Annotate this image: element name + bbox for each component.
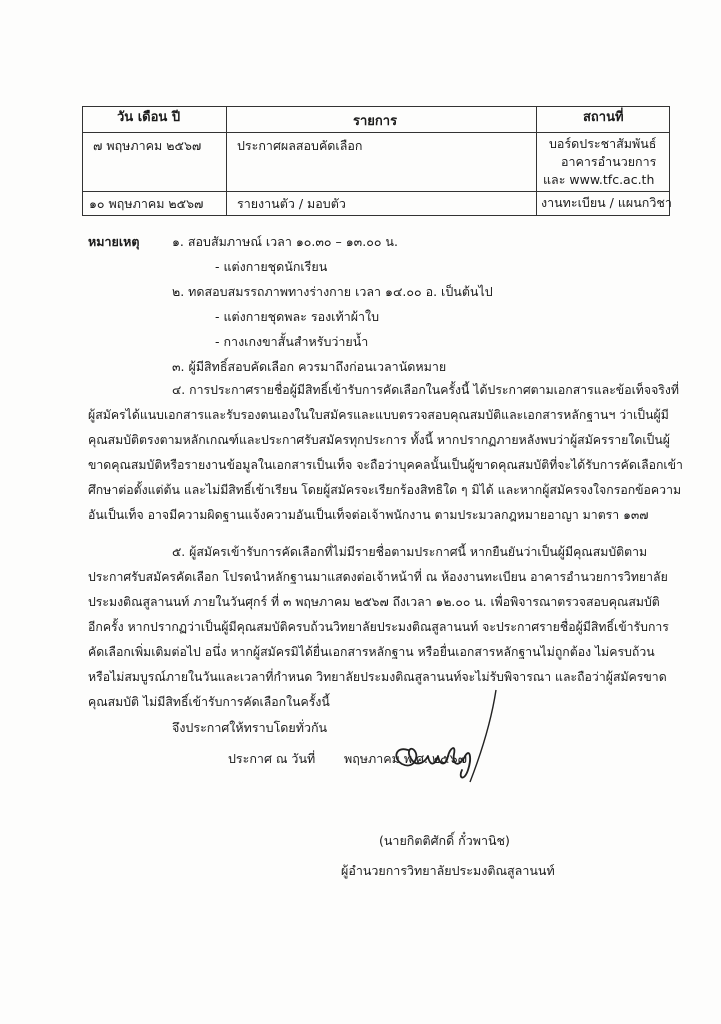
table-divider bbox=[536, 107, 537, 215]
closing-text: จึงประกาศให้ทราบโดยทั่วกัน bbox=[172, 720, 328, 735]
table-divider bbox=[83, 191, 669, 192]
paragraph-line: ประกาศรับสมัครคัดเลือก โปรดนำหลักฐานมาแสดงต่อเจ้าหน้าที่ ณ ห้องงานทะเบียน อาคารอำนวยการวิทยาลัย bbox=[88, 570, 668, 584]
remark-item: ๒. ทดสอบสมรรถภาพทางร่างกาย เวลา ๑๔.๐๐ อ. เป็นต้นไป bbox=[172, 284, 493, 299]
header-date: วัน เดือน ปี bbox=[117, 110, 181, 125]
remarks-label: หมายเหตุ bbox=[88, 234, 140, 249]
row1-place-line2: อาคารอำนวยการ bbox=[561, 154, 657, 169]
signature bbox=[384, 686, 534, 808]
schedule-table bbox=[82, 106, 670, 216]
row2-place: งานทะเบียน / แผนกวิชา bbox=[541, 195, 672, 210]
paragraph-line: ๕. ผู้สมัครเข้ารับการคัดเลือกที่ไม่มีรายชื่อตามประกาศนี้ หากยืนยันว่าเป็นผู้มีคุณสมบัติตาม bbox=[172, 545, 648, 559]
paragraph-5 bbox=[88, 540, 668, 715]
paragraph-line: หรือไม่สมบูรณ์ภายในวันและเวลาที่กำหนด วิทยาลัยประมงติณสูลานนท์จะไม่รับพิจารณา และถือว่าผู้สมัครขาด bbox=[88, 670, 667, 684]
remark-item: - กางเกงขาสั้นสำหรับว่ายน้ำ bbox=[215, 334, 369, 349]
remark-item: ๓. ผู้มีสิทธิ์สอบคัดเลือก ควรมาถึงก่อนเวลานัดหมาย bbox=[172, 359, 447, 374]
announce-date: พฤษภาคม พ.ศ. ๒๕๖๗ bbox=[344, 751, 468, 766]
signer-position: ผู้อำนวยการวิทยาลัยประมงติณสูลานนท์ bbox=[341, 863, 555, 878]
paragraph-line: คุณสมบัติตรงตามหลักเกณฑ์และประกาศรับสมัครทุกประการ ทั้งนี้ หากปรากฏภายหลังพบว่าผู้สมัครรายใดเป็นผู้ bbox=[88, 433, 670, 447]
row1-place-line3: และ www.tfc.ac.th bbox=[543, 172, 655, 187]
paragraph-line: อันเป็นเท็จ อาจมีความผิดฐานแจ้งความอันเป็นเท็จต่อเจ้าพนักงาน ตามประมวลกฎหมายอาญา มาตรา ๑๓๗ bbox=[88, 508, 649, 522]
remark-item: - แต่งกายชุดนักเรียน bbox=[215, 259, 328, 274]
row2-item: รายงานตัว / มอบตัว bbox=[237, 196, 346, 211]
remark-item: ๑. สอบสัมภาษณ์ เวลา ๑๐.๓๐ – ๑๓.๐๐ น. bbox=[172, 234, 398, 249]
paragraph-line: ศึกษาต่อตั้งแต่ต้น และไม่มีสิทธิ์เข้าเรียน โดยผู้สมัครจะเรียกร้องสิทธิใด ๆ มิได้ และหากผู้สมัครจงใจกรอกข้อความ bbox=[88, 483, 682, 497]
signer-name: (นายกิตติศักดิ์ กั๋วพานิช) bbox=[379, 833, 510, 848]
row1-item: ประกาศผลสอบคัดเลือก bbox=[237, 138, 363, 153]
header-item: รายการ bbox=[353, 114, 398, 129]
paragraph-line: คุณสมบัติ ไม่มีสิทธิ์เข้ารับการคัดเลือกในครั้งนี้ bbox=[88, 695, 330, 709]
paragraph-line: อีกครั้ง หากปรากฏว่าเป็นผู้มีคุณสมบัติครบถ้วนวิทยาลัยประมงติณสูลานนท์ จะประกาศรายชื่อผู้มีสิทธิ์เข้ารับการ bbox=[88, 620, 669, 634]
header-place: สถานที่ bbox=[583, 110, 624, 125]
remark-item: - แต่งกายชุดพละ รองเท้าผ้าใบ bbox=[215, 309, 380, 324]
row1-date: ๗ พฤษภาคม ๒๕๖๗ bbox=[93, 138, 202, 153]
paragraph-line: ๔. การประกาศรายชื่อผู้มีสิทธิ์เข้ารับการคัดเลือกในครั้งนี้ ได้ประกาศตามเอกสารและข้อเท็จจริงที่ bbox=[172, 383, 680, 397]
row1-place-line1: บอร์ดประชาสัมพันธ์ bbox=[549, 136, 657, 151]
row2-date: ๑๐ พฤษภาคม ๒๕๖๗ bbox=[89, 196, 204, 211]
announce-prefix: ประกาศ ณ วันที่ bbox=[228, 751, 316, 766]
paragraph-line: ผู้สมัครได้แนบเอกสารและรับรองตนเองในใบสมัครและแบบตรวจสอบคุณสมบัติและเอกสารหลักฐานฯ ว่าเป็นผู้มี bbox=[88, 408, 669, 422]
table-divider bbox=[226, 107, 227, 215]
paragraph-4 bbox=[88, 378, 683, 528]
paragraph-line: ประมงติณสูลานนท์ ภายในวันศุกร์ ที่ ๓ พฤษภาคม ๒๕๖๗ ถึงเวลา ๑๒.๐๐ น. เพื่อพิจารณาตรวจสอบคุณสมบัติ bbox=[88, 595, 660, 609]
paragraph-line: ขาดคุณสมบัติหรือรายงานข้อมูลในเอกสารเป็นเท็จ จะถือว่าบุคคลนั้นเป็นผู้ขาดคุณสมบัติที่จะได้รับการคัดเลือกเข้า bbox=[88, 458, 683, 472]
paragraph-line: คัดเลือกเพิ่มเติมต่อไป อนึ่ง หากผู้สมัครมิได้ยื่นเอกสารหลักฐาน หรือยื่นเอกสารหลักฐานไม่ถูกต้อง ไม่ครบถ้วน bbox=[88, 645, 655, 659]
